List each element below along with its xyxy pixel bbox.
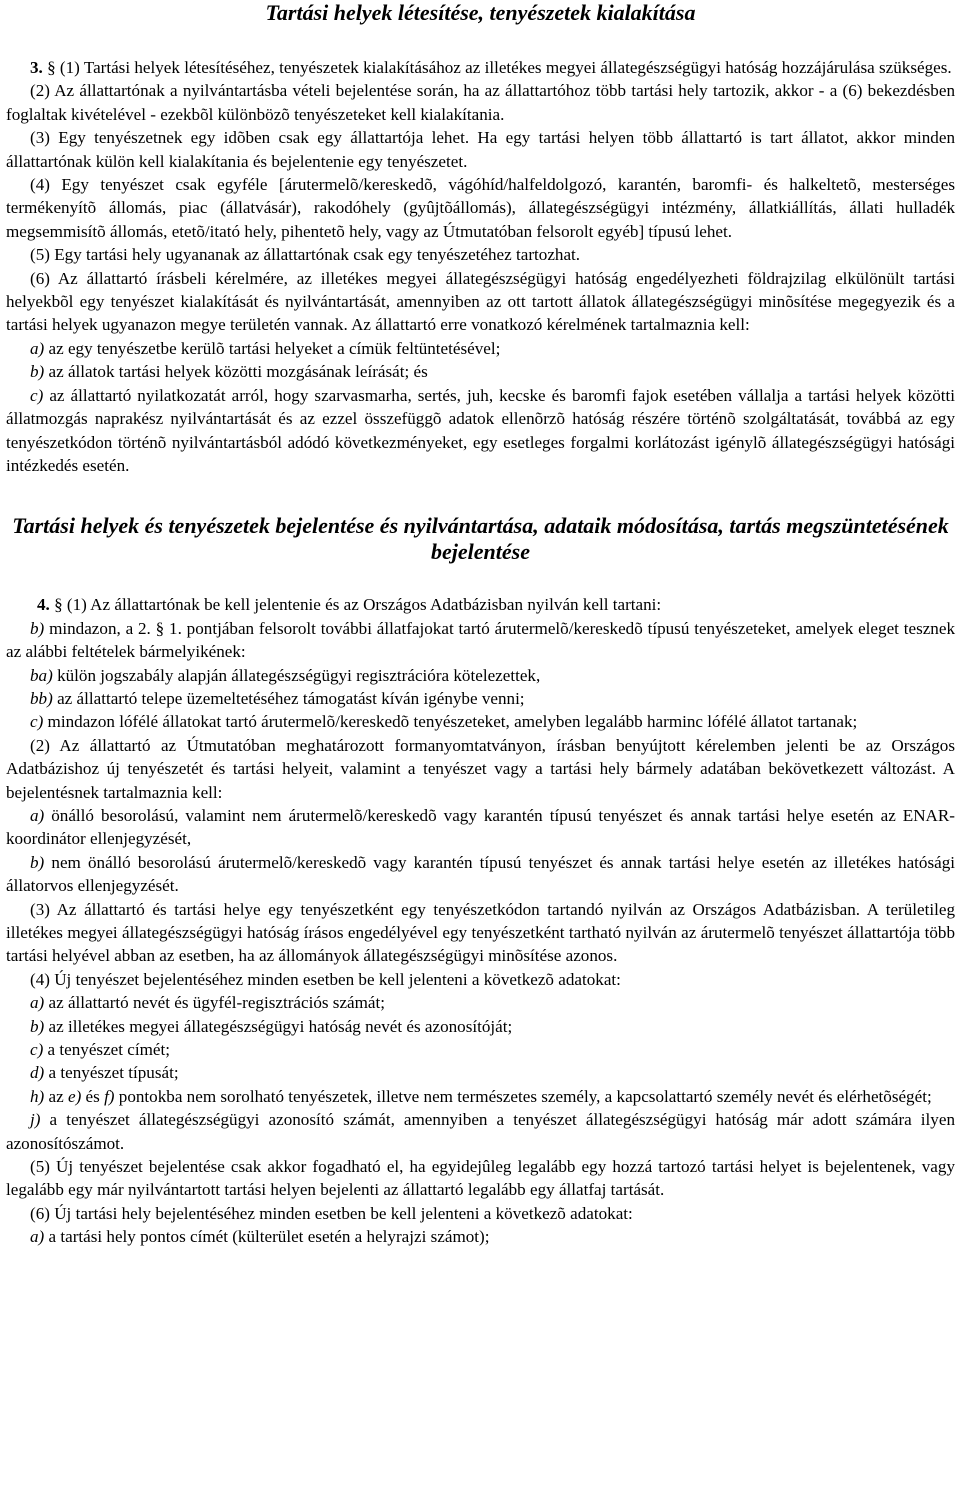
- list-item-4-4-h: h) az e) és f) pontokba nem sorolható tenyészetek, illetve nem természetes személy, a kapcsolattartó személy nevét és elérhetõségét;: [30, 1086, 932, 1106]
- paragraph-4-2: (2) Az állattartó az Útmutatóban meghatározott formanyomtatványon, írásban benyújtott kérelemben jelenti be az Országos Adatbázishoz új tenyészetét és tartási helyeit, valamint a tenyészet vagy a tartási hely bármely adatában bekövetkezett változást. A bejelentésnek tartalmaznia kell:: [6, 735, 955, 802]
- list-item-4-2-b: b) nem önálló besorolású árutermelõ/kereskedõ vagy karantén típusú tenyészet és annak tartási helye esetén az illetékes hatósági állatorvos ellenjegyzését.: [6, 852, 955, 896]
- list-item-3-6-b: b) az állatok tartási helyek közötti mozgásának leírását; és: [30, 362, 428, 382]
- section-number-3: 3.: [30, 58, 43, 77]
- paragraph-3-2: (2) Az állattartónak a nyilvántartásba vételi bejelentése során, ha az állattartóhoz több tartási hely tartozik, akkor - a (6) bekezdésben foglaltak kivételével - ezekbõl különbözõ tenyészeteket kell kialakítania.: [6, 81, 955, 124]
- paragraph-4-4: (4) Új tenyészet bejelentéséhez minden esetben be kell jelenteni a következõ adatokat:: [30, 969, 621, 989]
- list-item-4-1-c: c) mindazon lófélé állatokat tartó árutermelõ/kereskedõ tenyészeteket, amelyben legalább harminc lófélé állatot tartanak;: [30, 712, 858, 732]
- list-item-4-1-b: b) mindazon, a 2. § 1. pontjában felsorolt további állatfajokat tartó árutermelõ/kereskedõ típusú tenyészeteket, amelyek eleget tesznek az alábbi feltételek bármelyikének:: [6, 618, 955, 662]
- paragraph-3-3: (3) Egy tenyészetnek egy idõben csak egy állattartója lehet. Ha egy tartási helyen több állattartó is tart állatot, akkor minden állattartónak külön kell kialakítania és bejelentenie egy tenyészetet.: [6, 128, 955, 171]
- list-item-4-4-j: j) a tenyészet állategészségügyi azonosító számát, amennyiben a tenyészet állategészségügyi hatóság már adott számára ilyen azonosítószámot.: [6, 1110, 955, 1153]
- paragraph-4-6: (6) Új tartási hely bejelentéséhez minden esetben be kell jelenteni a következõ adatokat:: [30, 1203, 633, 1223]
- list-item-4-4-c: c) a tenyészet címét;: [30, 1040, 170, 1060]
- paragraph-4-3: (3) Az állattartó és tartási helye egy tenyészetként egy tenyészetkódon tartandó nyilván az Országos Adatbázisban. A területileg illetékes megyei állategészségügyi hatóság írásos engedélyével egy tenyészetként tartható nyilván az árutermelõ tenyészet állattartója több tartási helyével abban az esetben, ha az állományok állategészségügyi minõsítése azonos.: [6, 899, 955, 966]
- list-item-4-4-b: b) az illetékes megyei állategészségügyi hatóság nevét és azonosítóját;: [30, 1016, 513, 1036]
- paragraph-3-1: 3. § (1) Tartási helyek létesítéséhez, tenyészetek kialakításához az illetékes megyei állategészségügyi hatóság hozzájárulása szükséges.: [30, 58, 952, 77]
- paragraph-3-6: (6) Az állattartó írásbeli kérelmére, az illetékes megyei állategészségügyi hatóság engedélyezheti földrajzilag elkülönült tartási helyekbõl egy tenyészet kialakítását és nyilvántartását, amennyiben az ott tartott állatok állategészségügyi minõsítése megegyezik és a tartási helyek ugyanazon megye területén vannak. Az állattartó erre vonatkozó kérelmének tartalmaznia kell:: [6, 268, 955, 335]
- paragraph-3-5: (5) Egy tartási hely ugyananak az állattartónak csak egy tenyészetéhez tartozhat.: [30, 245, 581, 265]
- paragraph-3-4: (4) Egy tenyészet csak egyféle [árutermelõ/kereskedõ, vágóhíd/halfeldolgozó, karantén, baromfi- és halkeltetõ, mesterséges termékenyítõ állomás, piac (állatvásár), rakodóhely (gyûjtõállomás), állategészségügyi intézmény, állatkiállítás, állati hulladék megsemmisítõ állomás, etetõ/itató hely, pihentetõ hely, vagy az Útmutatóban felsorolt egyéb] típusú lehet.: [6, 175, 955, 241]
- list-item-4-4-a: a) az állattartó nevét és ügyfél-regisztrációs számát;: [30, 993, 386, 1013]
- section-title-tartasi-helyek-letesitese: Tartási helyek létesítése, tenyészetek kialakítása: [265, 0, 696, 25]
- list-item-4-6-a: a) a tartási hely pontos címét (külterület esetén a helyrajzi számot);: [30, 1227, 490, 1247]
- list-item-4-4-d: d) a tenyészet típusát;: [30, 1063, 179, 1083]
- list-item-4-1-ba: ba) külön jogszabály alapján állategészségügyi regisztrációra kötelezettek,: [30, 665, 541, 685]
- list-item-4-2-a: a) önálló besorolású, valamint nem árutermelõ/kereskedõ vagy karantén típusú tenyészet és annak tartási helye esetén az ENAR-koordinátor ellenjegyzését,: [6, 805, 955, 849]
- section-title-bejelentes-nyilvantartas: Tartási helyek és tenyészetek bejelentése és nyilvántartása, adataik módosítása, tartás megszüntetésének bejelentése: [12, 513, 949, 565]
- section-number-4: 4.: [37, 595, 50, 615]
- paragraph-4-1: 4. § (1) Az állattartónak be kell jelentenie és az Országos Adatbázisban nyilván kell tartani:: [37, 595, 662, 615]
- list-item-4-1-bb: bb) az állattartó telepe üzemeltetéséhez támogatást kíván igénybe venni;: [30, 688, 525, 708]
- list-item-3-6-a: a) az egy tenyészetbe kerülõ tartási helyeket a címük feltüntetésével;: [30, 338, 501, 358]
- list-item-3-6-c: c) az állattartó nyilatkozatát arról, hogy szarvasmarha, sertés, juh, kecske és baromfi fajok esetében vállalja a tartási helyek közötti állatmozgás naprakész nyilvántartását és az ezzel összefüggõ adatok ellenõrzõ hatóság részére történõ szolgáltatását, továbbá az egy tenyészetkódon történõ nyilvántartásból adódó következményeket, egy esetleges forgalmi korlátozást igénylõ állategészségügyi hatósági intézkedés esetén.: [6, 385, 955, 475]
- paragraph-4-5: (5) Új tenyészet bejelentése csak akkor fogadható el, ha egyidejûleg legalább egy hozzá tartozó tartási helyet is bejelentenek, vagy legalább egy már nyilvántartott tartási helyen bejelenti az állattartó legalább egy állatfaj tartását.: [6, 1157, 955, 1200]
